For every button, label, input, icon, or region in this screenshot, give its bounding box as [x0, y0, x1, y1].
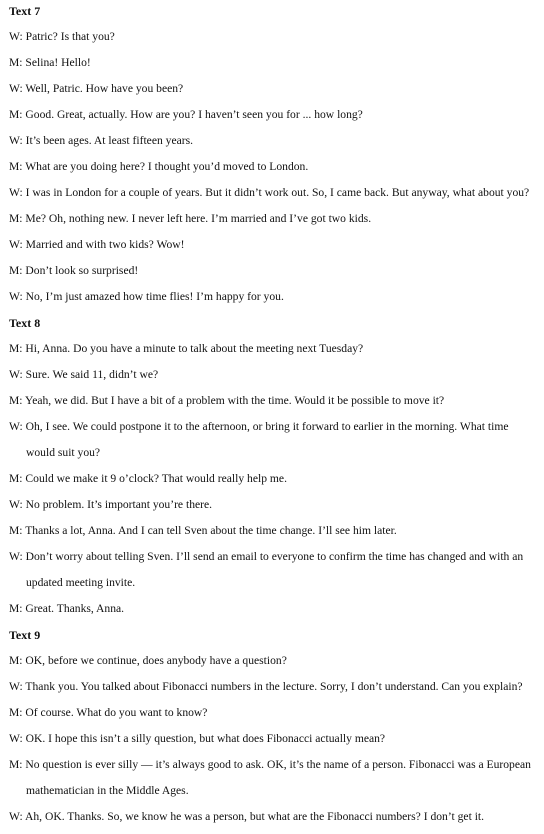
dialogue-line: M: Yeah, we did. But I have a bit of a problem with the time. Would it be possible to move it?: [9, 394, 445, 407]
dialogue-line: M: Could we make it 9 o’clock? That would really help me.: [9, 472, 287, 485]
dialogue-line: M: Great. Thanks, Anna.: [9, 602, 125, 615]
dialogue-line: M: What are you doing here? I thought you’d moved to London.: [9, 160, 309, 173]
dialogue-line: W: Patric? Is that you?: [9, 30, 115, 43]
dialogue-line: W: Ah, OK. Thanks. So, we know he was a person, but what are the Fibonacci numbers? I don’t get it.: [9, 810, 485, 823]
dialogue-line: M: Selina! Hello!: [9, 56, 91, 69]
dialogue-line: M: Me? Oh, nothing new. I never left here. I’m married and I’ve got two kids.: [9, 212, 372, 225]
dialogue-line: W: Oh, I see. We could postpone it to the afternoon, or bring it forward to earlier in the morning. What time would suit you?: [9, 420, 509, 459]
section-title: Text 8: [9, 316, 41, 330]
section-title: Text 9: [9, 628, 41, 642]
dialogue-line: W: Sure. We said 11, didn’t we?: [9, 368, 159, 381]
dialogue-line: M: Don’t look so surprised!: [9, 264, 139, 277]
section-text-8: [9, 316, 538, 616]
dialogue-line: W: It’s been ages. At least fifteen years.: [9, 134, 194, 147]
dialogue-line: W: Thank you. You talked about Fibonacci numbers in the lecture. Sorry, I don’t understand. Can you explain?: [9, 680, 523, 693]
dialogue-line: W: Well, Patric. How have you been?: [9, 82, 184, 95]
section-text-9: [9, 628, 538, 824]
dialogue-line: W: Don’t worry about telling Sven. I’ll send an email to everyone to confirm the time has changed and with an updated meeting invite.: [9, 550, 524, 589]
dialogue-line: M: Of course. What do you want to know?: [9, 706, 208, 719]
dialogue-line: W: No, I’m just amazed how time flies! I’m happy for you.: [9, 290, 284, 303]
dialogue-line: W: No problem. It’s important you’re there.: [9, 498, 213, 511]
section-title: Text 7: [9, 4, 41, 18]
dialogue-line: M: No question is ever silly — it’s always good to ask. OK, it’s the name of a person. Fibonacci was a European mathematician in the Middle Ages.: [9, 758, 531, 797]
dialogue-line: M: Thanks a lot, Anna. And I can tell Sven about the time change. I’ll see him later.: [9, 524, 397, 537]
dialogue-line: W: OK. I hope this isn’t a silly question, but what does Fibonacci actually mean?: [9, 732, 386, 745]
dialogue-line: M: Good. Great, actually. How are you? I haven’t seen you for ... how long?: [9, 108, 363, 121]
dialogue-line: W: I was in London for a couple of years. But it didn’t work out. So, I came back. But anyway, what about you?: [9, 186, 530, 199]
dialogue-line: M: OK, before we continue, does anybody have a question?: [9, 654, 287, 667]
section-text-7: [9, 4, 538, 304]
dialogue-line: W: Married and with two kids? Wow!: [9, 238, 185, 251]
dialogue-line: M: Hi, Anna. Do you have a minute to talk about the meeting next Tuesday?: [9, 342, 364, 355]
